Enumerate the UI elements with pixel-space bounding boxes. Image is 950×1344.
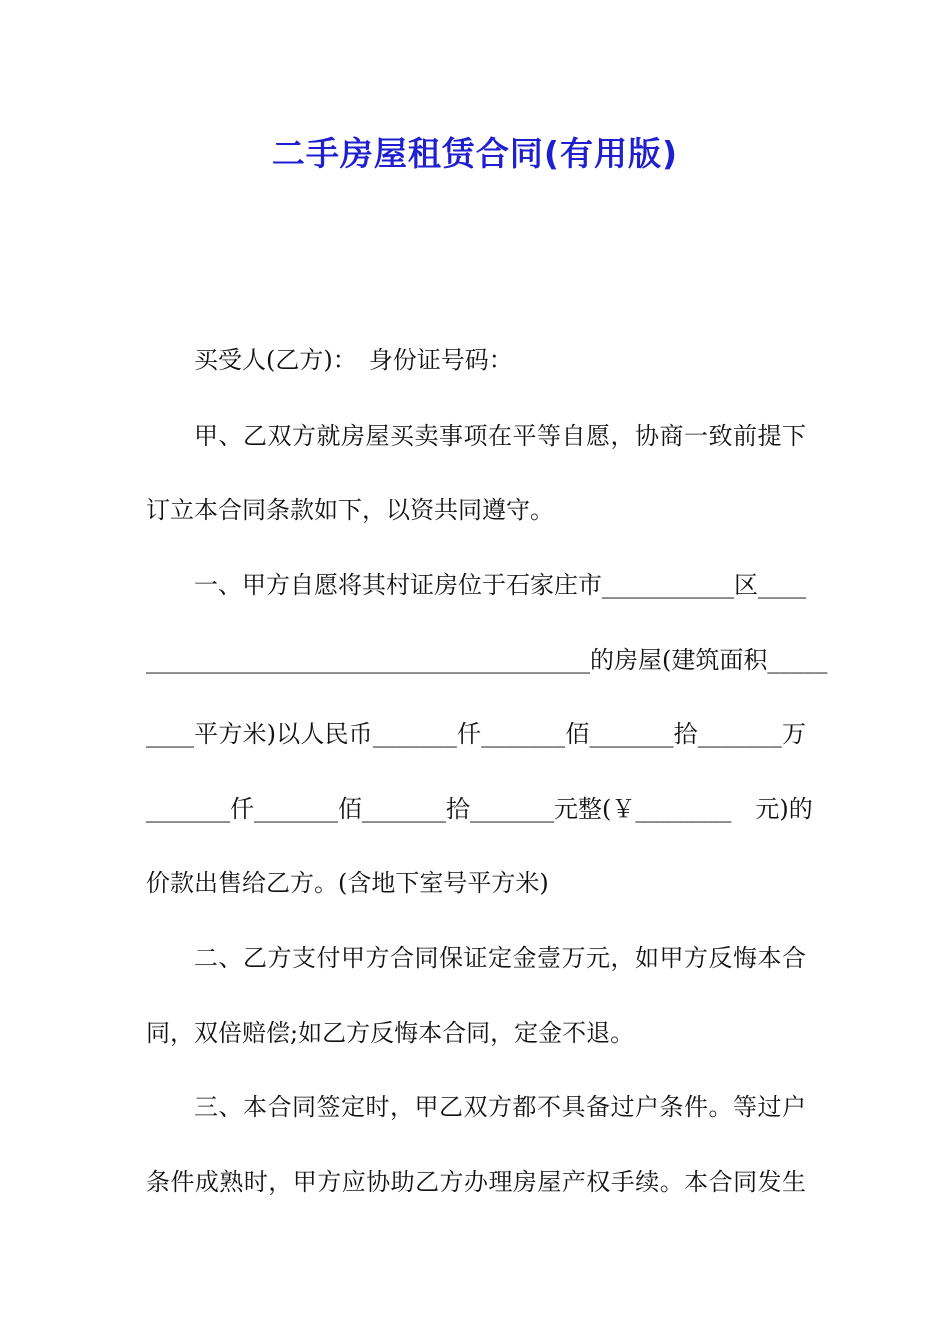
clause-1-line-4: _______仟_______佰_______拾_______元整(￥________ 元)的 <box>146 795 813 823</box>
paragraph-intro-line-2: 订立本合同条款如下，以资共同遵守。 <box>146 496 554 524</box>
clause-3-line-1: 三、本合同签定时，甲乙双方都不具备过户条件。等过户 <box>194 1093 806 1121</box>
clause-3-line-2: 条件成熟时，甲方应协助乙方办理房屋产权手续。本合同发生 <box>146 1168 806 1196</box>
paragraph-intro-line-1: 甲、乙双方就房屋买卖事项在平等自愿，协商一致前提下 <box>194 422 806 450</box>
clause-1-line-1: 一、甲方自愿将其村证房位于石家庄市___________区____ <box>194 571 806 599</box>
clause-1-line-2: _____________________________________的房屋(建筑面积_____ <box>146 646 828 674</box>
buyer-line: 买受人(乙方)： 身份证号码： <box>194 346 513 374</box>
clause-1-line-5: 价款出售给乙方。(含地下室号平方米) <box>146 869 549 897</box>
clause-2-line-1: 二、乙方支付甲方合同保证定金壹万元，如甲方反悔本合 <box>194 944 806 972</box>
document-title: 二手房屋租赁合同(有用版) <box>271 134 679 173</box>
clause-2-line-2: 同，双倍赔偿;如乙方反悔本合同，定金不退。 <box>146 1019 635 1047</box>
clause-1-line-3: ____平方米)以人民币_______仟_______佰_______拾_______万 <box>146 720 806 748</box>
